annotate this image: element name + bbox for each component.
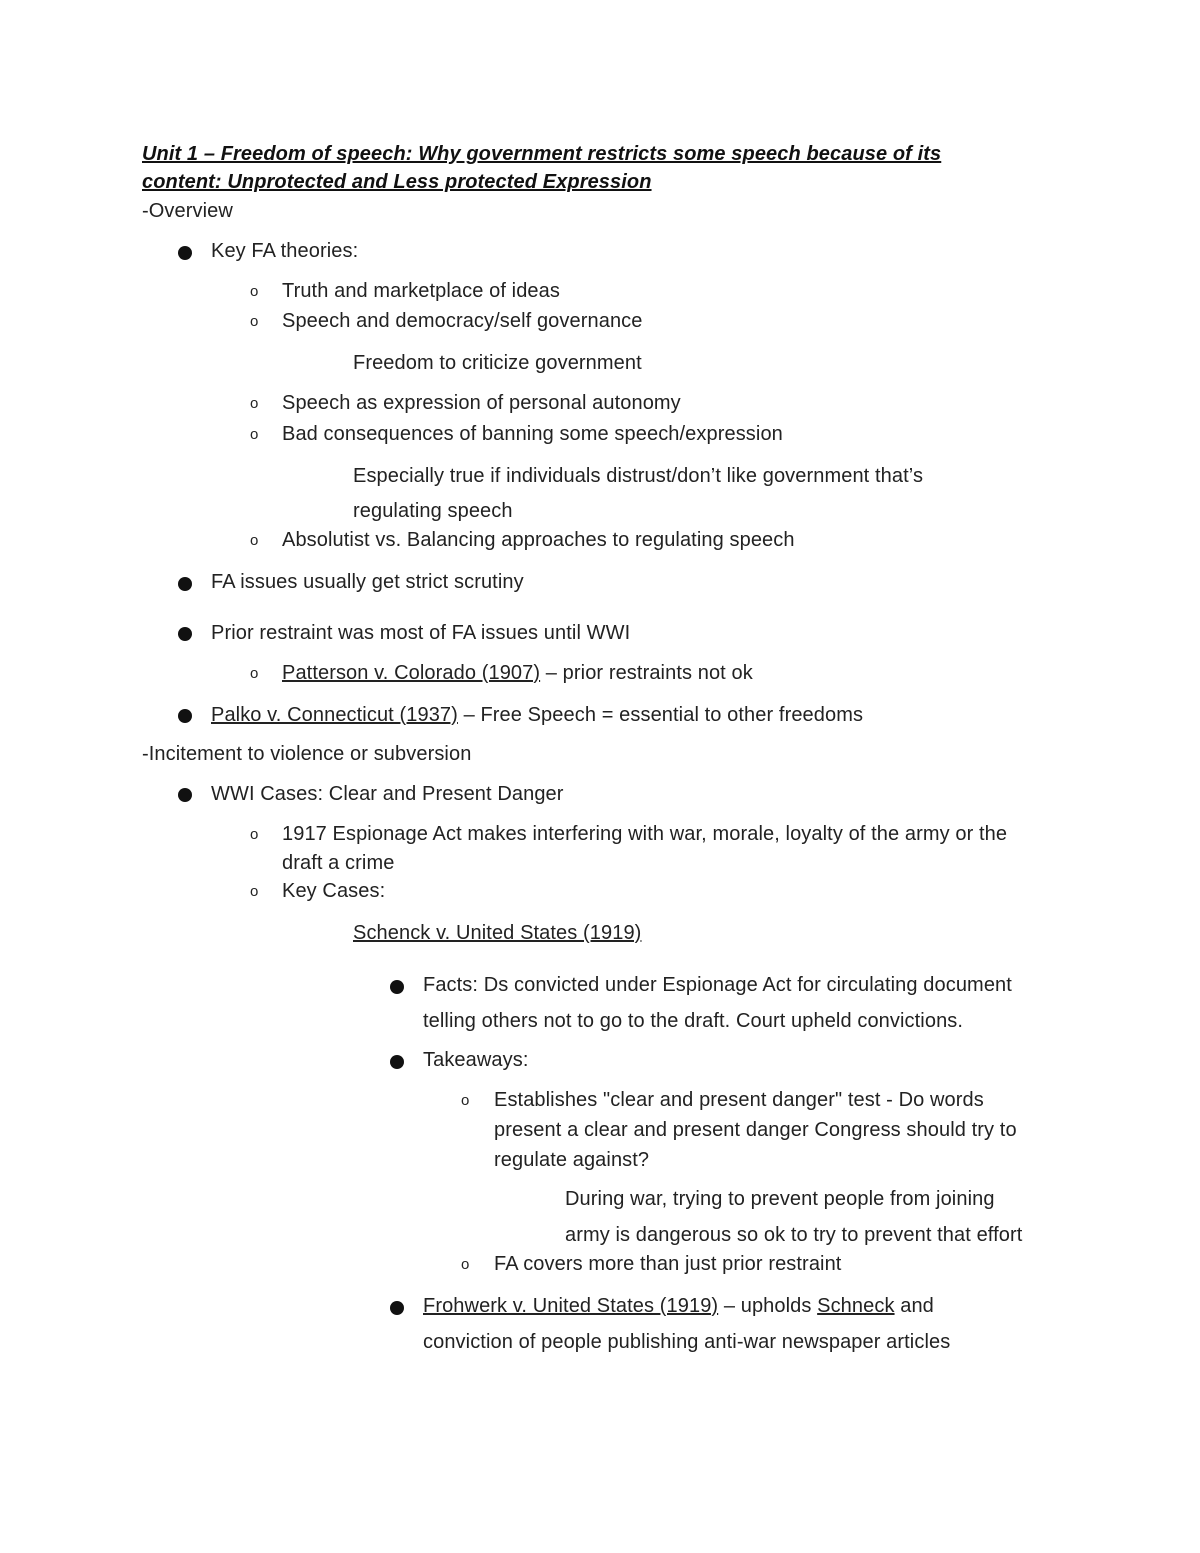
sub-bullet-icon: o (250, 395, 259, 412)
case-name-schenck: Schenck v. United States (1919) (353, 922, 642, 944)
sub-bullet-icon: o (250, 826, 259, 843)
case-name-patterson: Patterson v. Colorado (1907) (282, 662, 541, 684)
list-item-democracy: Speech and democracy/self governance (282, 310, 643, 332)
section-heading-overview: -Overview (142, 200, 233, 222)
sub-bullet-icon: o (461, 1092, 470, 1109)
note-war-line-1: During war, trying to prevent people from joining (565, 1188, 995, 1210)
note-criticize-government: Freedom to criticize government (353, 352, 642, 374)
list-item-frohwerk-line-2: conviction of people publishing anti-war newspaper articles (423, 1331, 951, 1353)
list-item-facts-line-2: telling others not to go to the draft. Court upheld convictions. (423, 1010, 964, 1032)
sub-bullet-icon: o (250, 313, 259, 330)
case-name-schneck-ref: Schneck (817, 1295, 895, 1317)
bullet-icon (178, 788, 192, 802)
bullet-icon (178, 709, 192, 723)
case-note-frohwerk: – upholds (718, 1295, 818, 1317)
sub-bullet-icon: o (250, 426, 259, 443)
note-war-line-2: army is dangerous so ok to try to prevent that effort (565, 1224, 1023, 1246)
list-item-wwi-cases: WWI Cases: Clear and Present Danger (211, 783, 564, 805)
bullet-icon (390, 1055, 404, 1069)
list-item-bad-consequences: Bad consequences of banning some speech/expression (282, 423, 783, 445)
note-distrust-line-2: regulating speech (353, 500, 513, 522)
list-item-frohwerk (423, 1294, 934, 1318)
sub-bullet-icon: o (250, 883, 259, 900)
sub-bullet-icon: o (250, 283, 259, 300)
case-name-palko: Palko v. Connecticut (1937) (211, 704, 458, 726)
list-item-absolutist: Absolutist vs. Balancing approaches to regulating speech (282, 529, 795, 551)
bullet-icon (178, 577, 192, 591)
list-item-facts-line-1: Facts: Ds convicted under Espionage Act for circulating document (423, 974, 1012, 996)
list-item-palko (211, 703, 863, 727)
note-distrust-line-1: Especially true if individuals distrust/don’t like government that’s (353, 465, 924, 487)
sub-bullet-icon: o (250, 665, 259, 682)
bullet-icon (178, 627, 192, 641)
case-name-frohwerk: Frohwerk v. United States (1919) (423, 1295, 719, 1317)
list-item-key-cases: Key Cases: (282, 880, 386, 902)
list-item-espionage-line-1: 1917 Espionage Act makes interfering with war, morale, loyalty of the army or the (282, 823, 1008, 845)
list-item-truth: Truth and marketplace of ideas (282, 280, 560, 302)
list-item-test-line-3: regulate against? (494, 1149, 650, 1171)
case-note-palko: – Free Speech = essential to other freedoms (457, 704, 864, 726)
list-item-test-line-1: Establishes "clear and present danger" test - Do words (494, 1089, 984, 1111)
document-title-line-2: content: Unprotected and Less protected Expression (142, 171, 652, 193)
bullet-icon (390, 1301, 404, 1315)
case-note-frohwerk-end: and (894, 1295, 934, 1317)
list-item-prior-restraint: Prior restraint was most of FA issues until WWI (211, 622, 631, 644)
section-heading-incitement: -Incitement to violence or subversion (142, 743, 472, 765)
list-item-autonomy: Speech as expression of personal autonomy (282, 392, 681, 414)
list-item-test-line-2: present a clear and present danger Congress should try to (494, 1119, 1017, 1141)
case-note-patterson: – prior restraints not ok (540, 662, 753, 684)
bullet-icon (178, 246, 192, 260)
list-item-covers: FA covers more than just prior restraint (494, 1253, 842, 1275)
list-item-strict-scrutiny: FA issues usually get strict scrutiny (211, 571, 524, 593)
sub-bullet-icon: o (250, 532, 259, 549)
list-item-takeaways: Takeaways: (423, 1049, 529, 1071)
list-item-patterson (282, 661, 753, 685)
bullet-icon (390, 980, 404, 994)
document-title-line-1: Unit 1 – Freedom of speech: Why government restricts some speech because of its (142, 143, 942, 165)
sub-bullet-icon: o (461, 1256, 470, 1273)
list-item-espionage-line-2: draft a crime (282, 852, 395, 874)
list-item-key-theories: Key FA theories: (211, 240, 359, 262)
